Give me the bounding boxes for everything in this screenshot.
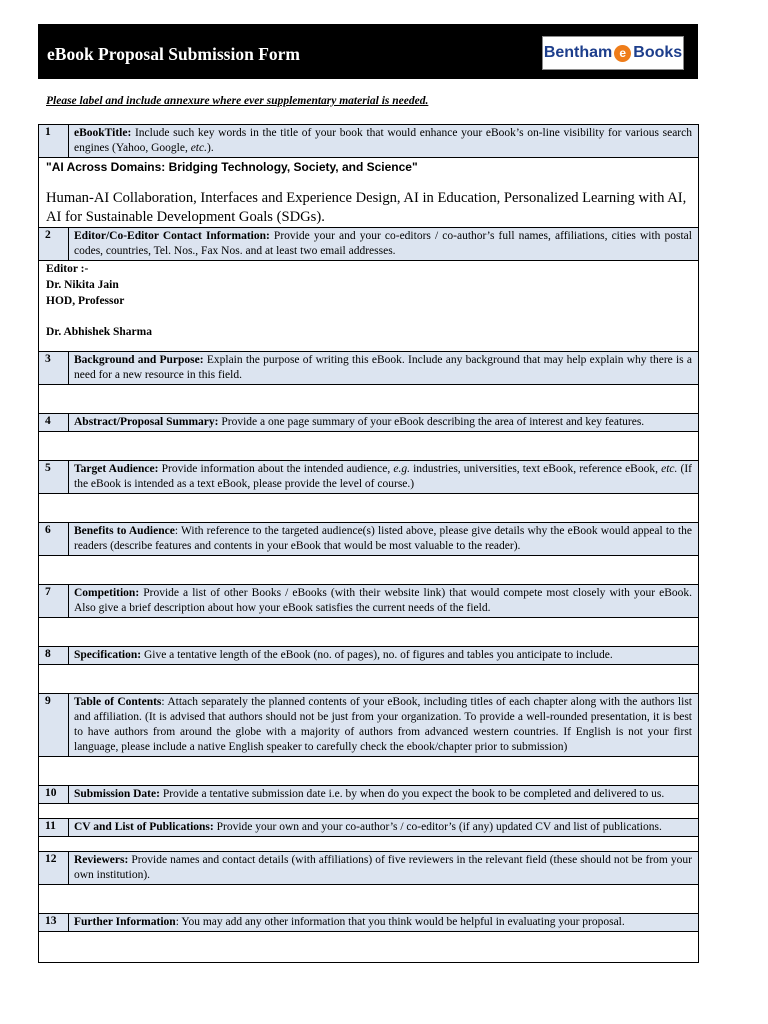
answer-field-4[interactable] bbox=[39, 432, 698, 461]
answer-field-13[interactable] bbox=[39, 932, 698, 963]
answer-field-8[interactable] bbox=[39, 665, 698, 694]
question-number: 13 bbox=[39, 914, 69, 931]
question-row-13 bbox=[39, 914, 698, 932]
question-number: 12 bbox=[39, 852, 69, 884]
editor-name-2[interactable]: Dr. Abhishek Sharma bbox=[46, 326, 152, 338]
question-number: 8 bbox=[39, 647, 69, 664]
editor-name-1[interactable]: Dr. Nikita Jain bbox=[46, 279, 119, 291]
question-row-10 bbox=[39, 786, 698, 804]
question-number: 9 bbox=[39, 694, 69, 756]
question-row-3 bbox=[39, 352, 698, 385]
question-text: Abstract/Proposal Summary: Provide a one page summary of your eBook describing the area of interest and key features. bbox=[74, 416, 645, 428]
book-title-answer[interactable]: "AI Across Domains: Bridging Technology, Society, and Science" bbox=[46, 160, 418, 174]
question-text: Background and Purpose: Explain the purpose of writing this eBook. Include any background that may help explain why there is a need for a new resource in this field. bbox=[74, 354, 692, 381]
question-text: Reviewers: Provide names and contact details (with affiliations) of five reviewers in the relevant field (these should not be from your own institution). bbox=[74, 854, 692, 881]
question-row-8 bbox=[39, 647, 698, 665]
question-text: Competition: Provide a list of other Books / eBooks (with their website link) that would compete most closely with your eBook. Also give a brief description about how your eBook satisfies the current needs of the field. bbox=[74, 587, 692, 614]
question-number: 7 bbox=[39, 585, 69, 617]
editor-label: Editor :- bbox=[46, 263, 89, 275]
answer-field-12[interactable] bbox=[39, 885, 698, 914]
answer-field-5[interactable] bbox=[39, 494, 698, 523]
question-number: 10 bbox=[39, 786, 69, 803]
answer-field-2[interactable] bbox=[39, 261, 698, 352]
question-row-11 bbox=[39, 819, 698, 837]
question-text: Submission Date: Provide a tentative submission date i.e. by when do you expect the book to be completed and delivered to us. bbox=[74, 788, 665, 800]
question-number: 2 bbox=[39, 228, 69, 260]
question-number: 3 bbox=[39, 352, 69, 384]
question-row-12 bbox=[39, 852, 698, 885]
answer-field-11[interactable] bbox=[39, 837, 698, 852]
question-text: eBookTitle: Include such key words in the title of your book that would enhance your eBook’s on-line visibility for various search engines (Yahoo, Google, etc.). bbox=[74, 127, 692, 154]
question-row-2 bbox=[39, 228, 698, 261]
logo-e-icon: e bbox=[614, 45, 631, 62]
question-text: Specification: Give a tentative length of the eBook (no. of pages), no. of figures and tables you anticipate to include. bbox=[74, 649, 613, 661]
proposal-form-table bbox=[38, 124, 699, 963]
answer-field-10[interactable] bbox=[39, 804, 698, 819]
question-row-7 bbox=[39, 585, 698, 618]
answer-field-6[interactable] bbox=[39, 556, 698, 585]
answer-field-9[interactable] bbox=[39, 757, 698, 786]
logo-text-left: Bentham bbox=[543, 44, 613, 61]
form-title: eBook Proposal Submission Form bbox=[47, 44, 300, 64]
question-text: CV and List of Publications: Provide your own and your co-author’s / co-editor’s (if any) updated CV and list of publications. bbox=[74, 821, 662, 833]
editor-role-1[interactable]: HOD, Professor bbox=[46, 295, 125, 307]
question-text: Further Information: You may add any other information that you think would be helpful in evaluating your proposal. bbox=[74, 916, 625, 928]
question-text: Target Audience: Provide information about the intended audience, e.g. industries, universities, text eBook, reference eBook, etc. (If the eBook is intended as a text eBook, please provide the level of course.) bbox=[74, 463, 692, 490]
instruction-note: Please label and include annexure where ever supplementary material is needed. bbox=[46, 95, 429, 107]
answer-field-7[interactable] bbox=[39, 618, 698, 647]
question-number: 11 bbox=[39, 819, 69, 836]
answer-field-1[interactable] bbox=[39, 158, 698, 228]
question-row-4 bbox=[39, 414, 698, 432]
question-number: 1 bbox=[39, 125, 69, 157]
question-text: Editor/Co-Editor Contact Information: Provide your and your co-editors / co-author’s full names, affiliations, cities with postal codes, countries, Tel. Nos., Fax Nos. and at least two email addresses. bbox=[74, 230, 692, 257]
answer-field-3[interactable] bbox=[39, 385, 698, 414]
question-number: 4 bbox=[39, 414, 69, 431]
question-row-9 bbox=[39, 694, 698, 757]
question-row-5 bbox=[39, 461, 698, 494]
question-row-1 bbox=[39, 125, 698, 158]
question-text: Benefits to Audience: With reference to the targeted audience(s) listed above, please give details why the eBook would appeal to the readers (describe features and contents in your eBook that would be most valuable to the reader). bbox=[74, 525, 692, 552]
form-header bbox=[38, 24, 698, 79]
editor-blank-line bbox=[39, 309, 698, 324]
book-topics-answer[interactable]: Human-AI Collaboration, Interfaces and Experience Design, AI in Education, Personalized Learning with AI, AI for Sustainable Development Goals (SDGs). bbox=[46, 190, 687, 225]
bentham-books-logo bbox=[542, 36, 684, 70]
question-number: 5 bbox=[39, 461, 69, 493]
question-row-6 bbox=[39, 523, 698, 556]
question-text: Table of Contents: Attach separately the planned contents of your eBook, including titles of each chapter along with the authors list and affiliation. (It is advised that authors should not be just from your organization. To provide a well-rounded presentation, it is best to have authors from around the globe with a majority of authors from advanced western countries. If English is not your first language, please include a native English speaker to carefully check the ebook/chapter prior to submission) bbox=[74, 696, 692, 753]
question-number: 6 bbox=[39, 523, 69, 555]
logo-text-right: Books bbox=[633, 44, 683, 61]
